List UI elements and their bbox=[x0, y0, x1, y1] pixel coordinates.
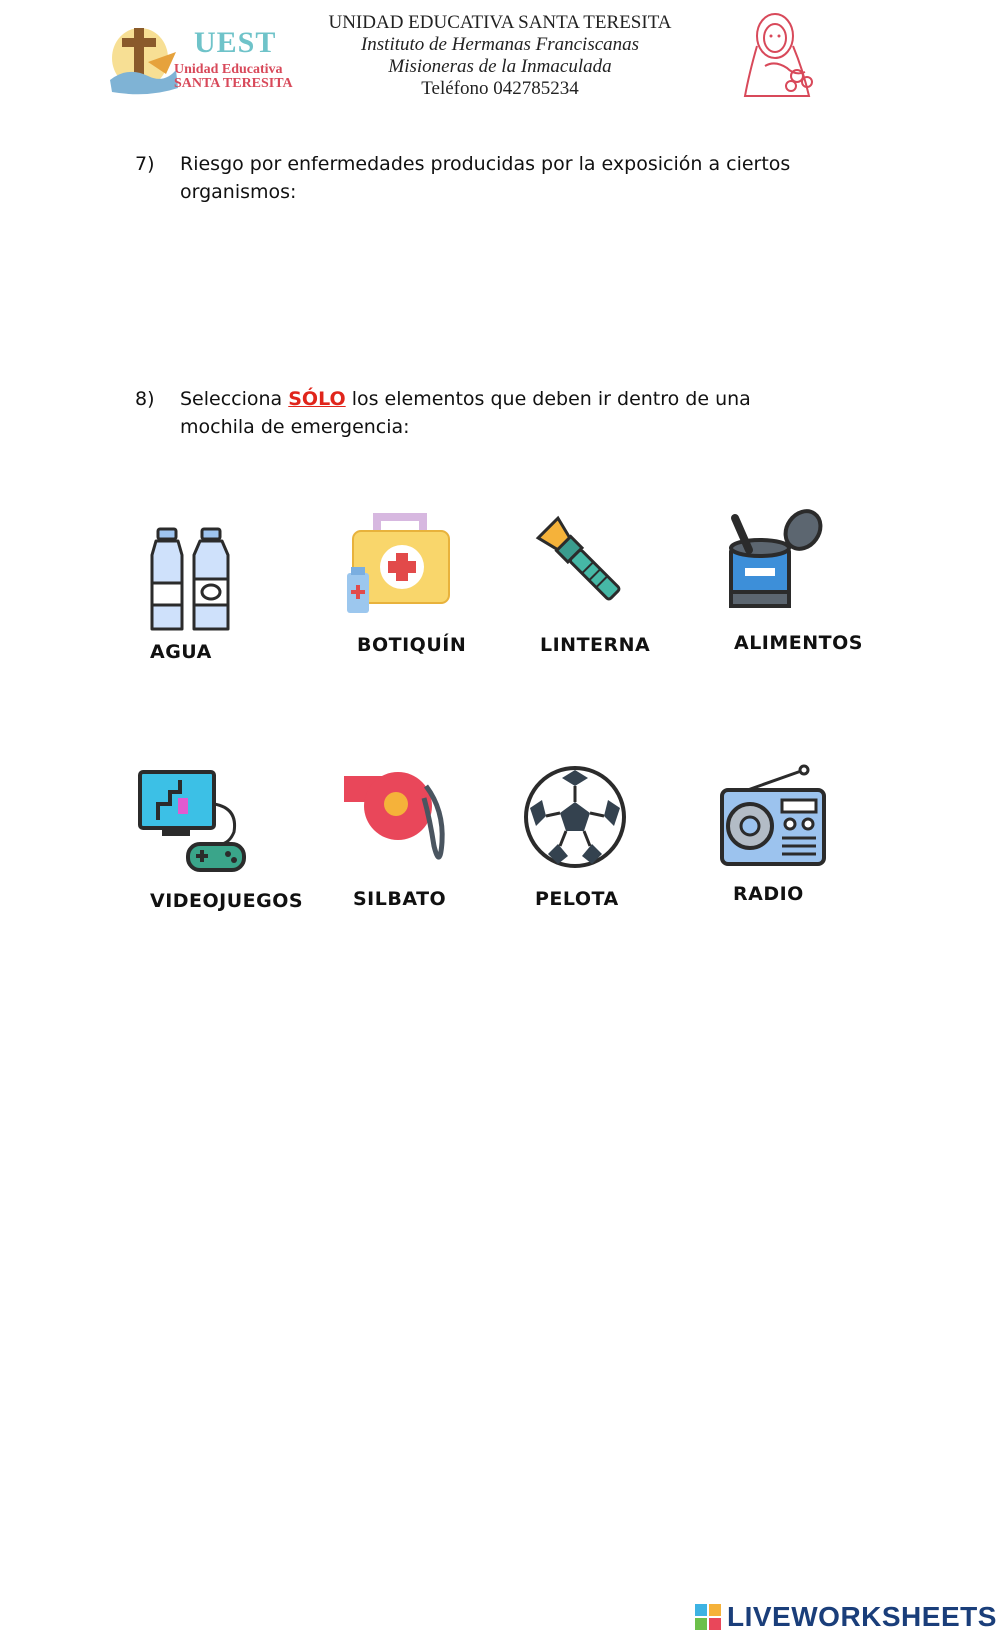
canned-food-icon[interactable] bbox=[725, 508, 825, 619]
missionaries-line: Misioneras de la Inmaculada bbox=[388, 56, 612, 77]
soccer-ball-icon[interactable] bbox=[522, 764, 628, 875]
water-bottles-icon[interactable] bbox=[148, 525, 232, 638]
liveworksheets-logo-icon bbox=[695, 1604, 721, 1630]
phone-line: Teléfono 042785234 bbox=[421, 78, 579, 99]
item-label-radio: RADIO bbox=[733, 883, 804, 905]
first-aid-kit-icon[interactable] bbox=[347, 511, 453, 622]
whistle-icon[interactable] bbox=[342, 770, 448, 879]
liveworksheets-brand bbox=[695, 1600, 997, 1634]
radio-icon[interactable] bbox=[720, 762, 826, 873]
logo-line2: SANTA TERESITA bbox=[174, 76, 293, 91]
school-logo bbox=[108, 22, 308, 98]
item-label-pelota: PELOTA bbox=[535, 888, 619, 910]
item-label-videojuegos: VIDEOJUEGOS bbox=[150, 890, 304, 912]
item-label-agua: AGUA bbox=[150, 641, 212, 663]
question-8-text-after: los elementos que deben ir dentro de una mochila de emergencia: bbox=[180, 388, 751, 438]
question-7-text: Riesgo por enfermedades producidas por la exposición a ciertos organismos: bbox=[180, 153, 791, 203]
item-label-silbato: SILBATO bbox=[353, 888, 447, 910]
question-8-text-before: Selecciona bbox=[180, 388, 289, 410]
item-label-linterna: LINTERNA bbox=[540, 634, 651, 656]
logo-uest-text: UEST bbox=[194, 26, 277, 59]
liveworksheets-text: LIVEWORKSHEETS bbox=[727, 1601, 997, 1632]
logo-line1: Unidad Educativa bbox=[174, 62, 283, 77]
item-label-alimentos: ALIMENTOS bbox=[734, 632, 863, 654]
question-8-number: 8) bbox=[135, 388, 155, 410]
item-label-botiquin: BOTIQUÍN bbox=[357, 634, 467, 656]
question-8-emphasis: SÓLO bbox=[288, 388, 346, 410]
question-7-number: 7) bbox=[135, 153, 155, 175]
video-game-icon[interactable] bbox=[138, 768, 246, 883]
flashlight-icon[interactable] bbox=[528, 508, 636, 621]
question-8-text bbox=[180, 385, 820, 441]
school-title: UNIDAD EDUCATIVA SANTA TERESITA bbox=[328, 12, 672, 33]
header-text bbox=[300, 12, 700, 100]
saint-image bbox=[735, 10, 825, 102]
institute-line: Instituto de Hermanas Franciscanas bbox=[360, 34, 640, 55]
